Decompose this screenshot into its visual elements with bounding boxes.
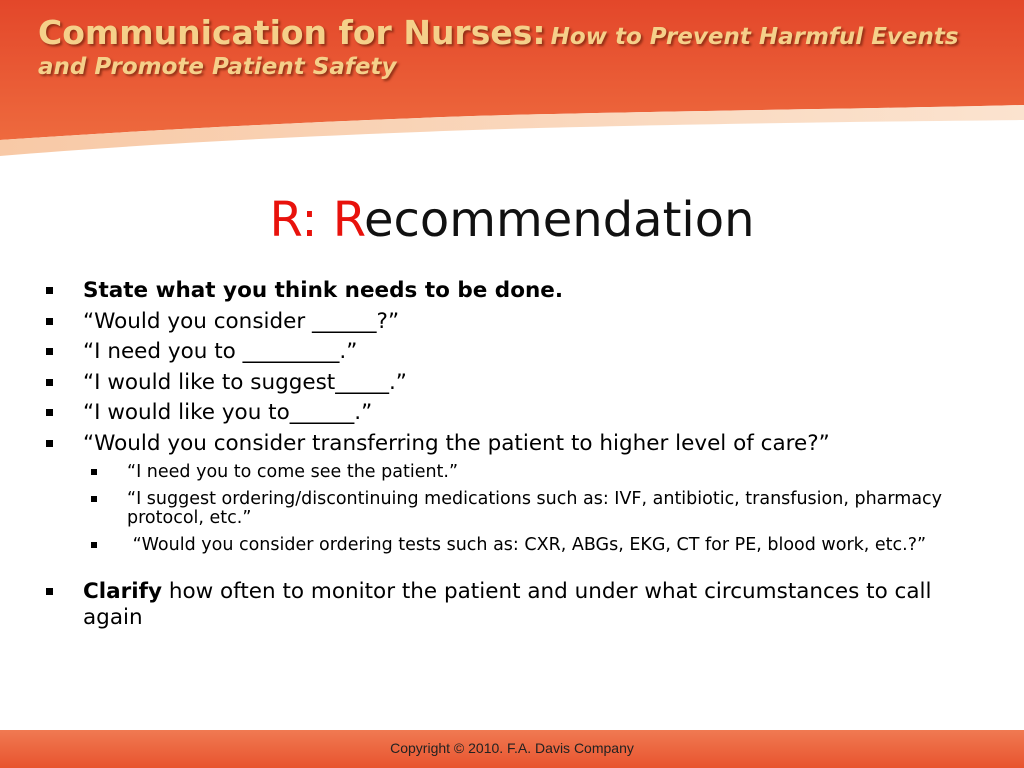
title-main: Communication for Nurses: bbox=[38, 13, 546, 52]
list-item bbox=[46, 429, 986, 460]
square-bullet-icon bbox=[46, 440, 53, 447]
sub-bullet-text: “Would you consider ordering tests such as: CXR, ABGs, EKG, CT for PE, blood work, etc.?” bbox=[127, 535, 927, 555]
square-bullet-icon bbox=[91, 496, 97, 502]
slide-title-rest: ecommendation bbox=[363, 192, 755, 248]
list-item bbox=[46, 398, 986, 429]
sub-list-item bbox=[91, 536, 986, 555]
square-bullet-icon bbox=[46, 287, 53, 294]
list-item bbox=[46, 337, 986, 368]
list-item bbox=[46, 579, 986, 631]
bullet-text: “I would like you to______.” bbox=[83, 400, 373, 425]
list-item bbox=[46, 368, 986, 399]
list-item bbox=[46, 276, 986, 307]
sub-list-item bbox=[91, 463, 986, 482]
bullet-text: “Would you consider transferring the patient to higher level of care?” bbox=[83, 430, 830, 456]
title-sub-line1: How to Prevent Harmful Events bbox=[550, 24, 959, 50]
square-bullet-icon bbox=[91, 542, 97, 548]
bullet-text-bold: Clarify bbox=[83, 579, 162, 604]
list-item bbox=[46, 307, 986, 338]
copyright-text: Copyright © 2010. F.A. Davis Company bbox=[390, 740, 634, 756]
bullet-text: “Would you consider ______?” bbox=[83, 308, 400, 334]
bullet-text: how often to monitor the patient and under what circumstances to call again bbox=[83, 579, 932, 630]
title-sub-line2: and Promote Patient Safety bbox=[38, 54, 397, 81]
square-bullet-icon bbox=[46, 379, 53, 386]
square-bullet-icon bbox=[46, 318, 53, 325]
square-bullet-icon bbox=[46, 588, 53, 595]
sub-list-item bbox=[91, 490, 986, 528]
slide-title-prefix: R: R bbox=[269, 192, 364, 248]
slide-title bbox=[0, 192, 1024, 248]
bullet-text: “I need you to _________.” bbox=[83, 339, 358, 364]
sub-bullet-text: “I suggest ordering/discontinuing medications such as: IVF, antibiotic, transfusion, pharmacy protocol, etc.” bbox=[127, 489, 943, 528]
sub-bullet-text: “I need you to come see the patient.” bbox=[127, 462, 459, 482]
presentation-title bbox=[38, 12, 998, 82]
square-bullet-icon bbox=[46, 409, 53, 416]
square-bullet-icon bbox=[46, 348, 53, 355]
bullet-list bbox=[46, 276, 986, 631]
bullet-text: “I would like to suggest_____.” bbox=[83, 369, 407, 395]
bullet-text-bold: State what you think needs to be done. bbox=[83, 278, 564, 303]
square-bullet-icon bbox=[91, 469, 97, 475]
